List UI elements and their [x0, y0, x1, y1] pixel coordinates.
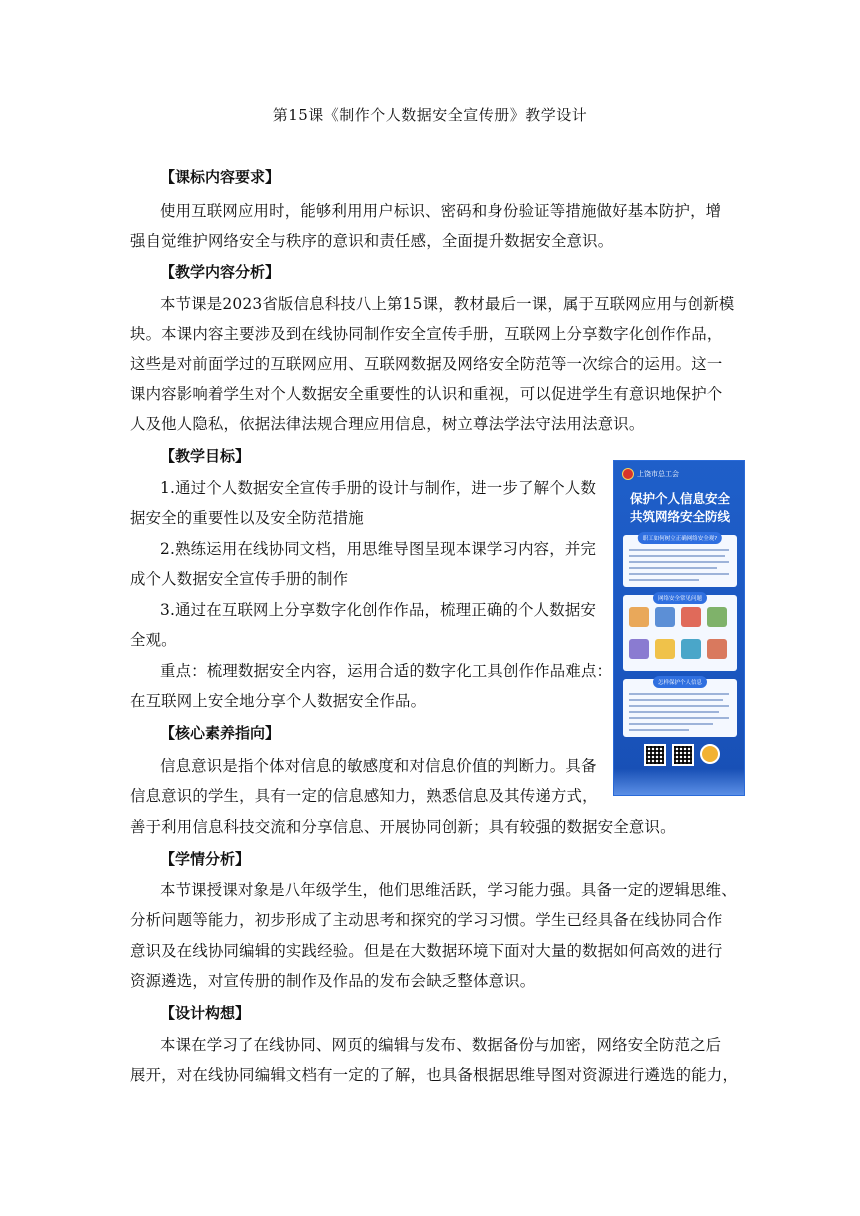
- paragraph-line: 这些是对前面学过的互联网应用、互联网数据及网络安全防范等一次综合的运用。这一: [130, 355, 723, 373]
- poster-tag-3: 怎样保护个人信息: [653, 676, 707, 688]
- illustration-icon: [655, 639, 675, 659]
- illustration-icon: [629, 639, 649, 659]
- paragraph-line: 使用互联网应用时，能够利用用户标识、密码和身份验证等措施做好基本防护，增: [160, 202, 722, 220]
- paragraph-line: 善于利用信息科技交流和分享信息、开展协同创新；具有较强的数据安全意识。: [130, 818, 676, 836]
- union-seal-icon: [622, 468, 634, 480]
- text-line: [629, 717, 729, 719]
- text-line: [629, 549, 729, 551]
- poster-org-logo: [622, 467, 679, 481]
- text-line: [629, 705, 729, 707]
- paragraph-line: 强自觉维护网络安全与秩序的意识和责任感，全面提升数据安全意识。: [130, 232, 614, 250]
- paragraph-line: 本节课是2023省版信息科技八上第15课，教材最后一课，属于互联网应用与创新模: [160, 295, 735, 313]
- qr-code-icon: [672, 744, 694, 766]
- poster-card-3: [623, 679, 737, 737]
- paragraph-line: 3.通过在互联网上分享数字化创作作品，梳理正确的个人数据安: [160, 601, 597, 619]
- paragraph-line: 分析问题等能力，初步形成了主动思考和探究的学习习惯。学生已经具备在线协同合作: [130, 911, 723, 929]
- paragraph-line: 在互联网上安全地分享个人数据安全作品。: [130, 692, 427, 710]
- illustration-icon: [655, 607, 675, 627]
- text-line: [629, 693, 729, 695]
- section-heading-design-concept: 【设计构想】: [160, 1004, 251, 1022]
- paragraph-line: 块。本课内容主要涉及到在线协同制作安全宣传手册，互联网上分享数字化创作作品，: [130, 325, 723, 343]
- poster-card-2: [623, 595, 737, 671]
- illustration-icon: [707, 607, 727, 627]
- illustration-icon: [681, 639, 701, 659]
- paragraph-line: 本课在学习了在线协同、网页的编辑与发布、数据备份与加密，网络安全防范之后: [160, 1036, 722, 1054]
- paragraph-line: 资源遴选，对宣传册的制作及作品的发布会缺乏整体意识。: [130, 972, 536, 990]
- paragraph-line: 信息意识是指个体对信息的敏感度和对信息价值的判断力。具备: [160, 757, 597, 775]
- text-line: [629, 573, 729, 575]
- paragraph-line: 2.熟练运用在线协同文档，用思维导图呈现本课学习内容，并完: [160, 540, 597, 558]
- poster-org-name: 上饶市总工会: [637, 470, 679, 478]
- qr-code-icon: [644, 744, 666, 766]
- section-heading-learner-analysis: 【学情分析】: [160, 850, 251, 868]
- section-heading-objectives: 【教学目标】: [160, 447, 251, 465]
- city-skyline-decoration: [614, 769, 745, 795]
- poster-tag-1: 职工如何树立正确网络安全观?: [638, 532, 722, 544]
- paragraph-line: 展开，对在线协同编辑文档有一定的了解，也具备根据思维导图对资源进行遴选的能力，: [130, 1066, 739, 1084]
- paragraph-line: 课内容影响着学生对个人数据安全重要性的认识和重视，可以促进学生有意识地保护个: [130, 385, 723, 403]
- paragraph-line: 人及他人隐私，依据法律法规合理应用信息，树立尊法学法守法用法意识。: [130, 415, 645, 433]
- poster-title-line2: 共筑网络安全防线: [629, 509, 730, 524]
- paragraph-line: 据安全的重要性以及安全防范措施: [130, 509, 364, 527]
- paragraph-line: 意识及在线协同编辑的实践经验。但是在大数据环境下面对大量的数据如何高效的进行: [130, 942, 723, 960]
- security-poster-image: [613, 460, 745, 796]
- poster-title-line1: 保护个人信息安全: [629, 491, 730, 506]
- document-title: 第15课《制作个人数据安全宣传册》教学设计: [272, 106, 588, 124]
- text-line: [629, 711, 719, 713]
- illustration-icon: [681, 607, 701, 627]
- paragraph-line: 信息意识的学生，具有一定的信息感知力，熟悉信息及其传递方式，: [130, 787, 598, 805]
- emblem-icon: [700, 744, 720, 764]
- paragraph-line: 1.通过个人数据安全宣传手册的设计与制作，进一步了解个人数: [160, 479, 597, 497]
- poster-card-1: [623, 535, 737, 587]
- illustration-icon: [707, 639, 727, 659]
- paragraph-line: 本节课授课对象是八年级学生，他们思维活跃，学习能力强。具备一定的逻辑思维、: [160, 881, 737, 899]
- section-heading-curriculum: 【课标内容要求】: [160, 168, 281, 186]
- poster-tag-2: 网络安全常见问题: [653, 592, 707, 604]
- section-heading-core-literacy: 【核心素养指向】: [160, 724, 281, 742]
- text-line: [629, 561, 729, 563]
- section-heading-content-analysis: 【教学内容分析】: [160, 263, 281, 281]
- paragraph-line: 重点：梳理数据安全内容，运用合适的数字化工具创作作品难点：: [160, 662, 613, 680]
- paragraph-line: 成个人数据安全宣传手册的制作: [130, 570, 349, 588]
- text-line: [629, 729, 689, 731]
- text-line: [629, 723, 713, 725]
- text-line: [629, 567, 717, 569]
- paragraph-line: 全观。: [130, 631, 177, 649]
- text-line: [629, 579, 699, 581]
- illustration-icon: [629, 607, 649, 627]
- text-line: [629, 699, 723, 701]
- text-line: [629, 555, 725, 557]
